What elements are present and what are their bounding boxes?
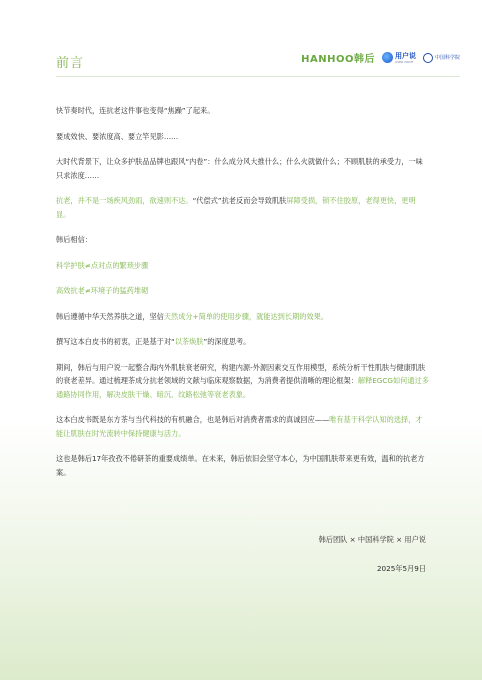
paragraph-11: [56, 413, 429, 440]
signature: 韩后团队 × 中国科学院 × 用户说: [318, 535, 426, 544]
page-title: 前言: [56, 56, 85, 71]
paragraph-8-green: 天然成分+简单的使用步骤，就能达到长期的效果。: [163, 311, 328, 321]
paragraph-9-black-b: ”的深度思考。: [203, 337, 251, 346]
paragraph-10: [56, 361, 429, 402]
hanhoo-logo: HANHOO韩后: [301, 54, 375, 65]
yonghushuo-logo-subtext: USER VOICE: [394, 59, 414, 64]
paragraph-11-green: 唯有基于科学认知的选择，才能让肌肤在时光流转中保持健康与活力。: [56, 415, 423, 438]
paragraph-11-black: 这本白皮书既是东方茶与当代科技的有机融合，也是韩后对消费者需求的真诚回应——: [56, 415, 330, 424]
paragraph-1: 快节奏时代，连抗老这件事也变得“焦躁”了起来。: [56, 106, 215, 115]
paragraph-9: [56, 335, 429, 349]
paragraph-8: [56, 310, 429, 324]
yonghushuo-mark-icon: [382, 52, 393, 63]
paragraph-4: [56, 194, 429, 221]
cas-logo: [423, 53, 460, 63]
paragraph-2: 要成效快、要浓度高、要立竿见影……: [56, 131, 179, 141]
paragraph-3: 大时代背景下，让众多护肤品品牌也跟风“内卷”：什么成分风大推什么；什么火就做什么；不顾肌肤的承受力，一味只求浓度……: [56, 157, 423, 180]
paragraph-5: 韩后相信：: [56, 235, 92, 244]
logo-bar: [301, 50, 460, 65]
yonghushuo-logo: [382, 52, 416, 64]
header-divider: [56, 76, 460, 77]
paragraph-12: 这也是韩后17年孜孜不倦研茶的重要成绩单。在未来，韩后依旧会坚守本心，为中国肌肤带来更有效，温和的抗老方案。: [56, 454, 425, 477]
cas-logo-text: 中国科学院: [434, 55, 460, 61]
preface-body: [56, 104, 429, 491]
date: 2025年5月9日: [376, 564, 426, 573]
yonghushuo-logo-text: 用户说: [394, 51, 416, 60]
paragraph-4-green-b: 屏障受损，锁不住胶原，老得更快，更明显。: [56, 196, 416, 219]
paragraph-8-black: 韩后遵循中华天然养肤之道，坚信: [56, 311, 164, 321]
paragraph-10-green: 解释EGCG如何通过多通路协同作用，解决皮肤干燥、暗沉、纹路松弛等衰老表象。: [56, 376, 429, 399]
cas-seal-icon: [423, 53, 433, 63]
paragraph-6: 科学护肤≠点对点的繁琐步骤: [56, 260, 149, 270]
paragraph-9-green: 以茶焕肤: [174, 337, 204, 346]
paragraph-7: 高效抗老≠环境子的猛药堆砌: [56, 286, 149, 295]
paragraph-4-black: “代偿式”抗老反而会导致肌肤: [192, 196, 287, 205]
page-header: [0, 0, 482, 80]
paragraph-4-green-a: 抗老，并不是一场疾风劲雨，欲速则不达。: [56, 196, 193, 205]
paragraph-10-black: 期间，韩后与用户说一起整合海内外肌肤衰老研究，构建内源-外源因素交互作用模型，系统分析干性肌肤与健康肌肤的衰老差异。通过梳理茶成分抗老领域的文献与临床观察数据，为消费者提供清晰的理论框架：: [56, 362, 426, 385]
paragraph-9-black-a: 撰写这本白皮书的初衷，正是基于对“: [56, 337, 175, 346]
